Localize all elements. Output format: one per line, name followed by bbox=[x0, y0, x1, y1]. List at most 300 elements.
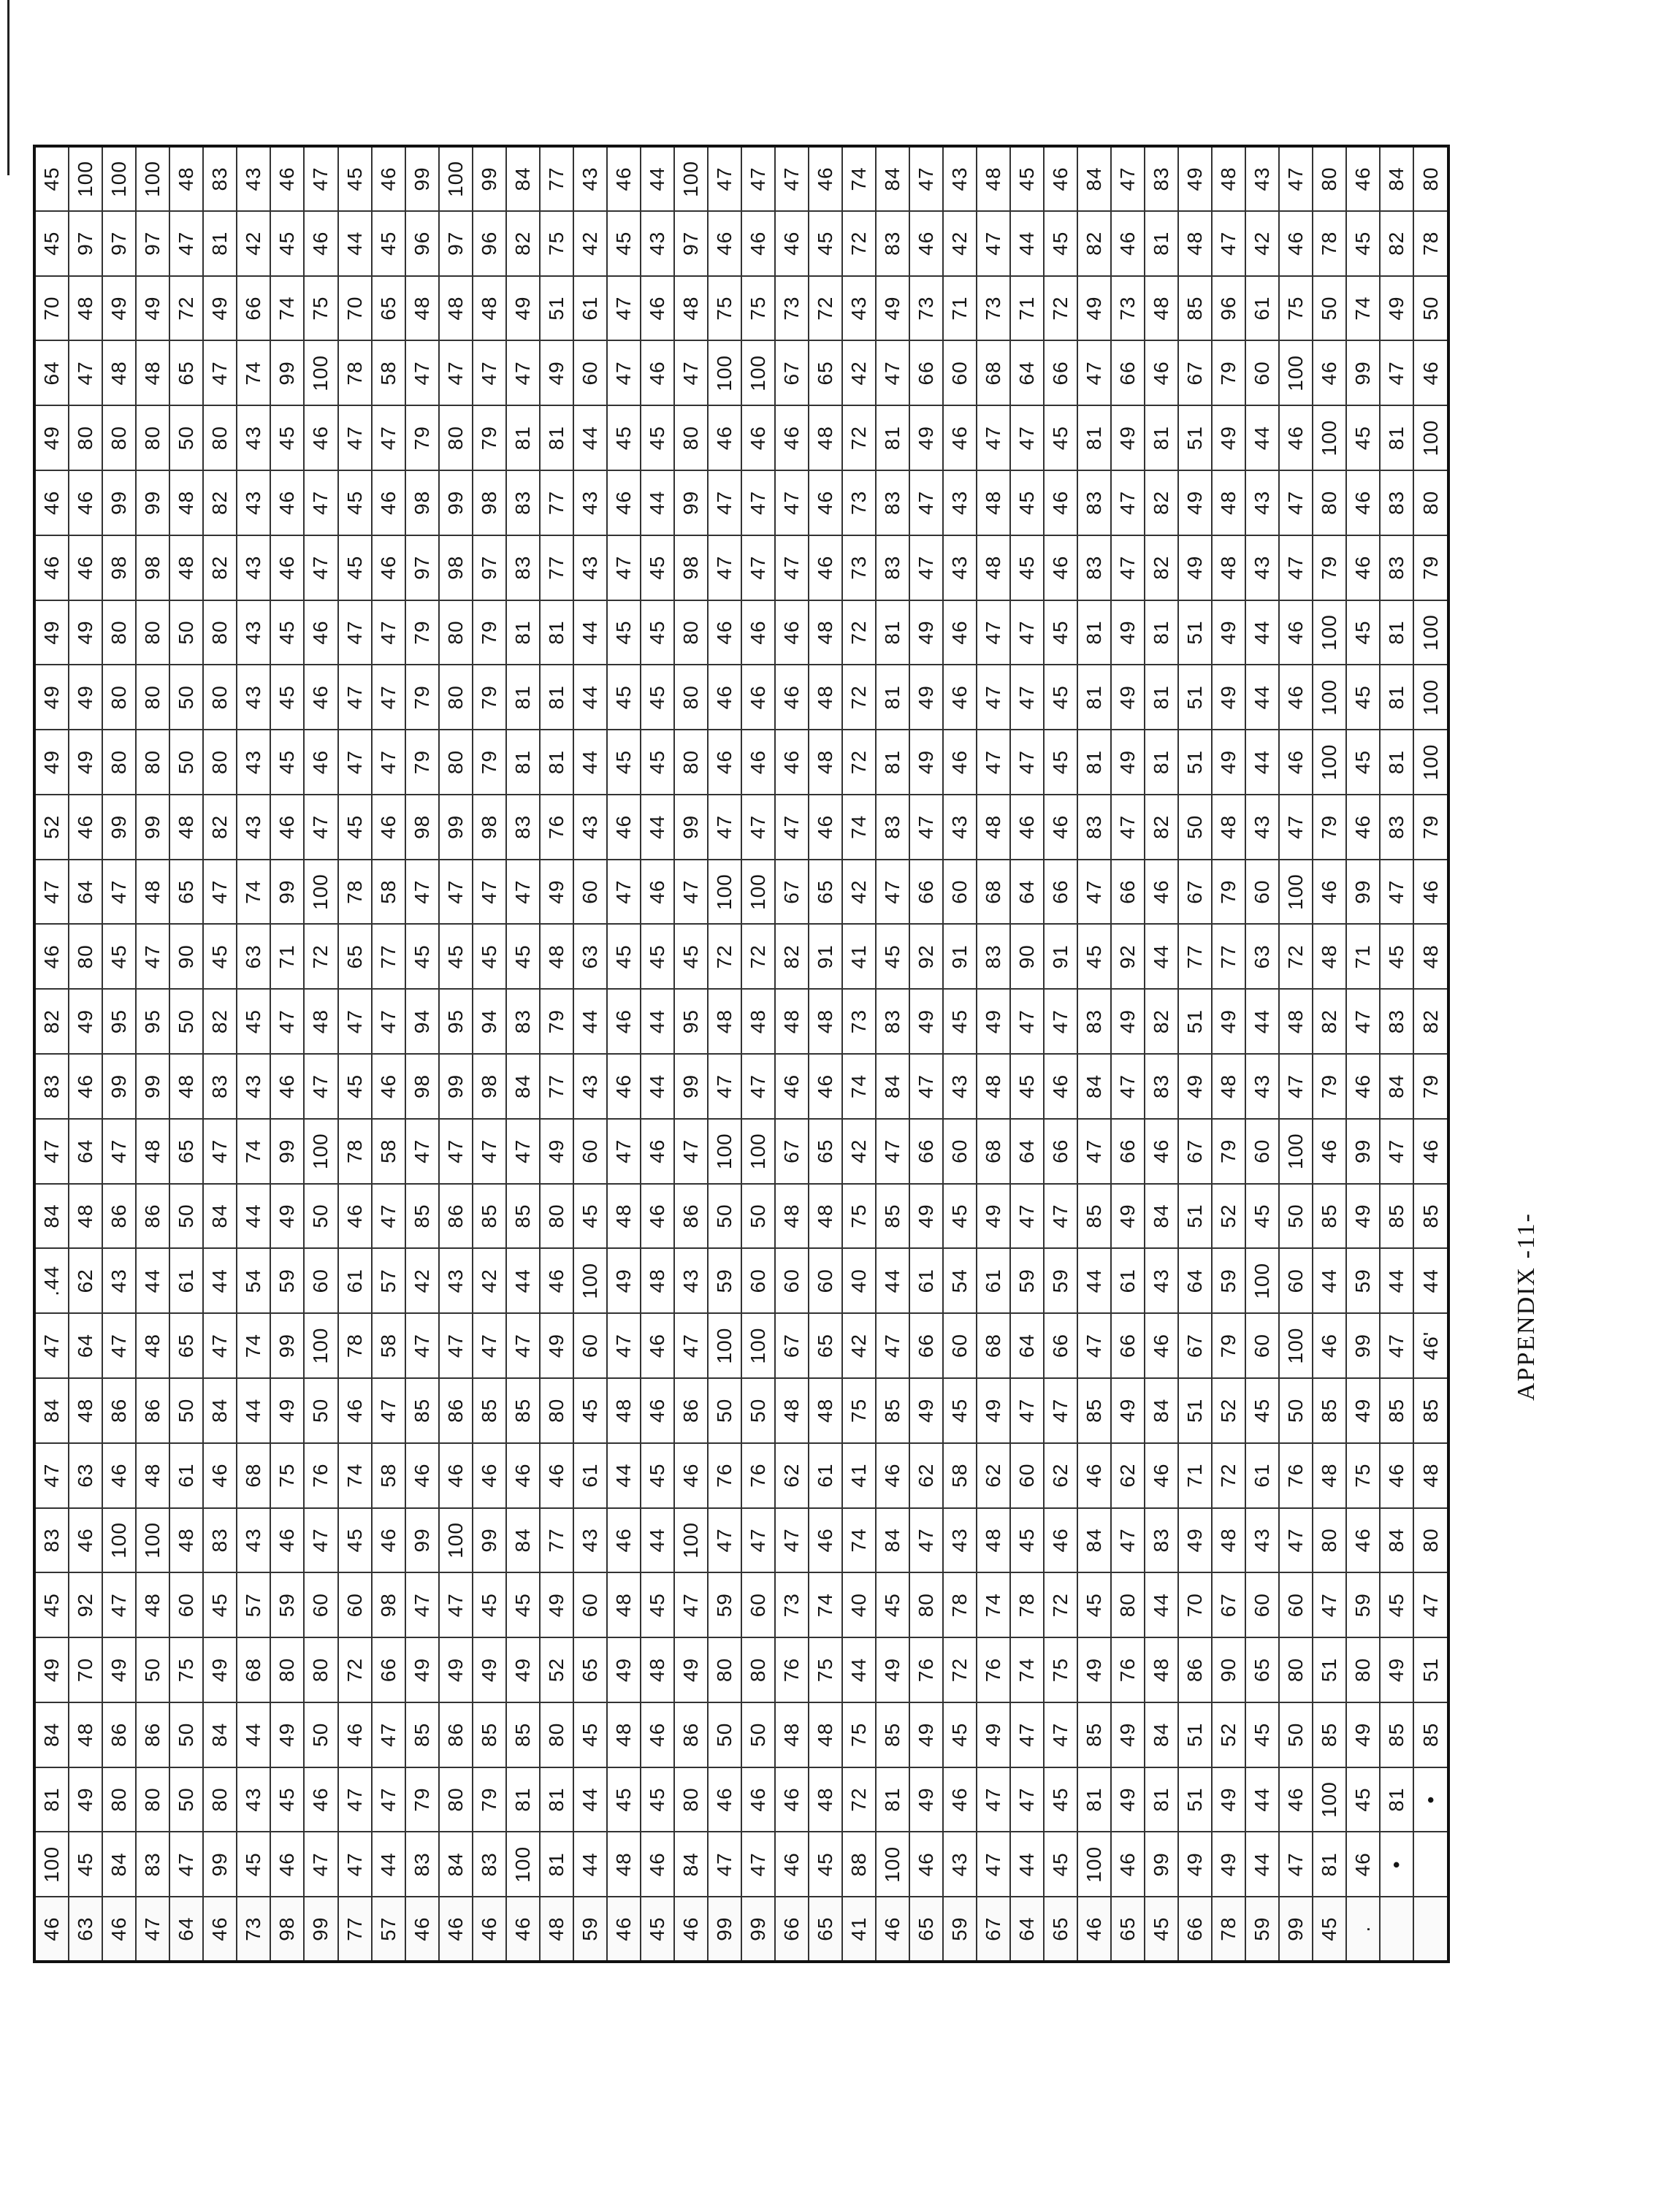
table-cell: 65 bbox=[169, 860, 203, 925]
table-cell: 83 bbox=[136, 1832, 169, 1897]
table-cell: 100 bbox=[1413, 405, 1448, 470]
table-cell: 61 bbox=[338, 1248, 372, 1313]
table-cell: 67 bbox=[1178, 860, 1212, 925]
table-cell: 49 bbox=[69, 600, 102, 665]
table-cell: 45 bbox=[1346, 730, 1380, 795]
table-cell: 76 bbox=[708, 1443, 741, 1508]
table-cell: 83 bbox=[1145, 1054, 1178, 1119]
table-cell: 47 bbox=[372, 730, 405, 795]
table-cell: 74 bbox=[1010, 1637, 1044, 1702]
table-cell: 100 bbox=[741, 1119, 775, 1184]
table-cell: 51 bbox=[1178, 1767, 1212, 1832]
table-cell: 59 bbox=[573, 1897, 607, 1962]
table-cell: 77 bbox=[540, 1508, 573, 1573]
table-cell: 79 bbox=[405, 730, 439, 795]
table-cell: 50 bbox=[304, 1702, 337, 1767]
table-cell: 84 bbox=[203, 1184, 237, 1249]
table-cell: 45 bbox=[1380, 1572, 1413, 1637]
table-cell: 45 bbox=[34, 211, 69, 276]
table-cell: 79 bbox=[405, 600, 439, 665]
table-cell: 72 bbox=[1044, 276, 1077, 341]
table-cell: 51 bbox=[1178, 665, 1212, 730]
table-cell: 85 bbox=[1413, 1378, 1448, 1443]
table-cell: 70 bbox=[34, 276, 69, 341]
table-cell: 60 bbox=[169, 1572, 203, 1637]
table-cell: 80 bbox=[203, 1767, 237, 1832]
table-cell: 46 bbox=[304, 730, 337, 795]
table-cell: 46 bbox=[641, 276, 674, 341]
table-cell: 43 bbox=[1245, 1508, 1279, 1573]
table-cell: 85 bbox=[1380, 1184, 1413, 1249]
table-cell: 95 bbox=[439, 989, 473, 1054]
table-cell: 83 bbox=[1380, 795, 1413, 860]
table-cell: 66 bbox=[237, 276, 270, 341]
table-cell: 49 bbox=[1212, 989, 1245, 1054]
table-cell: 45 bbox=[1077, 925, 1111, 990]
table-cell: 46 bbox=[473, 1443, 506, 1508]
table-cell: 43 bbox=[573, 146, 607, 211]
table-cell: 81 bbox=[1077, 405, 1111, 470]
table-cell: 70 bbox=[1178, 1572, 1212, 1637]
table-cell: 79 bbox=[1212, 860, 1245, 925]
table-cell: 50 bbox=[1279, 1702, 1313, 1767]
table-cell: 49 bbox=[540, 1119, 573, 1184]
table-cell: 81 bbox=[1145, 600, 1178, 665]
table-cell: 59 bbox=[943, 1897, 977, 1962]
table-cell: 46 bbox=[69, 795, 102, 860]
table-cell: 49 bbox=[909, 600, 943, 665]
table-cell: 81 bbox=[876, 1767, 909, 1832]
table-cell: 80 bbox=[439, 600, 473, 665]
table-cell: 49 bbox=[876, 1637, 909, 1702]
table-cell: 99 bbox=[473, 146, 506, 211]
table-cell: 84 bbox=[34, 1378, 69, 1443]
table-cell: 100 bbox=[1279, 340, 1313, 405]
table-cell: 85 bbox=[1077, 1184, 1111, 1249]
table-cell: 47 bbox=[741, 795, 775, 860]
table-cell: 60 bbox=[1279, 1248, 1313, 1313]
table-cell: 46 bbox=[641, 860, 674, 925]
table-cell: 62 bbox=[909, 1443, 943, 1508]
table-cell: 47 bbox=[405, 1313, 439, 1378]
table-cell: 50 bbox=[1178, 795, 1212, 860]
table-cell: 85 bbox=[1380, 1702, 1413, 1767]
table-cell: 46 bbox=[943, 1767, 977, 1832]
table-cell: 84 bbox=[1077, 146, 1111, 211]
table-cell: 85 bbox=[876, 1378, 909, 1443]
table-cell: 61 bbox=[169, 1443, 203, 1508]
table-cell: 72 bbox=[741, 925, 775, 990]
table-cell: 64 bbox=[1010, 860, 1044, 925]
table-cell: 49 bbox=[909, 1767, 943, 1832]
table-cell: 58 bbox=[372, 1119, 405, 1184]
table-cell: 79 bbox=[473, 405, 506, 470]
table-cell: 81 bbox=[1077, 1767, 1111, 1832]
table-cell: 51 bbox=[540, 276, 573, 341]
table-cell: 44 bbox=[876, 1248, 909, 1313]
table-cell: 50 bbox=[169, 600, 203, 665]
table-cell: 74 bbox=[237, 1313, 270, 1378]
table-cell: 43 bbox=[237, 535, 270, 600]
table-cell: 100 bbox=[708, 340, 741, 405]
table-cell: 64 bbox=[34, 340, 69, 405]
table-cell: 48 bbox=[1212, 535, 1245, 600]
table-cell: 47 bbox=[506, 860, 540, 925]
table-cell: 72 bbox=[842, 600, 876, 665]
table-cell: 46 bbox=[943, 405, 977, 470]
table-cell: 76 bbox=[775, 1637, 809, 1702]
table-cell: 46 bbox=[1111, 211, 1145, 276]
table-cell: 46 bbox=[304, 665, 337, 730]
table-cell: 59 bbox=[708, 1572, 741, 1637]
table-cell: 65 bbox=[809, 340, 842, 405]
table-cell: 84 bbox=[102, 1832, 136, 1897]
table-cell: 48 bbox=[977, 1054, 1010, 1119]
table-cell: 47 bbox=[741, 535, 775, 600]
table-cell: 49 bbox=[203, 276, 237, 341]
table-cell: 100 bbox=[1313, 600, 1346, 665]
table-cell: 79 bbox=[1212, 340, 1245, 405]
table-cell: 44 bbox=[203, 1248, 237, 1313]
table-cell: 49 bbox=[1111, 1184, 1145, 1249]
table-cell: 48 bbox=[809, 665, 842, 730]
table-cell: 82 bbox=[1077, 211, 1111, 276]
table-cell: 81 bbox=[1380, 730, 1413, 795]
table-cell: 96 bbox=[1212, 276, 1245, 341]
table-cell: 45 bbox=[270, 405, 304, 470]
table-cell: 47 bbox=[708, 470, 741, 535]
table-cell: 47 bbox=[607, 535, 641, 600]
table-cell: 43 bbox=[1245, 1054, 1279, 1119]
table-cell: 83 bbox=[876, 535, 909, 600]
table-cell: 47 bbox=[136, 1897, 169, 1962]
table-cell: 45 bbox=[1044, 1767, 1077, 1832]
table-cell: 44 bbox=[641, 1508, 674, 1573]
table-cell: 83 bbox=[506, 795, 540, 860]
table-cell: 68 bbox=[977, 1119, 1010, 1184]
table-cell: 49 bbox=[1212, 1832, 1245, 1897]
table-row bbox=[405, 146, 439, 1962]
table-cell: 51 bbox=[1178, 730, 1212, 795]
table-cell: 97 bbox=[69, 211, 102, 276]
table-cell: 49 bbox=[540, 1572, 573, 1637]
table-cell: 98 bbox=[136, 535, 169, 600]
table-cell: 44 bbox=[573, 665, 607, 730]
table-cell: 46 bbox=[1346, 795, 1380, 860]
table-cell: 73 bbox=[775, 276, 809, 341]
table-cell: 47 bbox=[1111, 146, 1145, 211]
table-cell: 46 bbox=[1145, 1119, 1178, 1184]
table-cell: 47 bbox=[977, 1767, 1010, 1832]
table-cell: 68 bbox=[977, 340, 1010, 405]
table-cell: 48 bbox=[169, 1508, 203, 1573]
table-cell: 46 bbox=[741, 211, 775, 276]
table-cell: 43 bbox=[943, 1054, 977, 1119]
table-cell: 44 bbox=[237, 1184, 270, 1249]
table-cell: 83 bbox=[977, 925, 1010, 990]
table-cell: 48 bbox=[809, 989, 842, 1054]
table-cell: 72 bbox=[708, 925, 741, 990]
table-cell: 48 bbox=[607, 1702, 641, 1767]
table-cell: 65 bbox=[1111, 1897, 1145, 1962]
table-cell: 49 bbox=[607, 1637, 641, 1702]
table-cell: 99 bbox=[405, 146, 439, 211]
table-cell: 48 bbox=[977, 535, 1010, 600]
table-row bbox=[1077, 146, 1111, 1962]
table-cell: 76 bbox=[741, 1443, 775, 1508]
table-cell: 48 bbox=[473, 276, 506, 341]
table-cell: 45 bbox=[943, 1184, 977, 1249]
table-cell: 43 bbox=[943, 795, 977, 860]
table-cell: 75 bbox=[1346, 1443, 1380, 1508]
table-cell: 70 bbox=[69, 1637, 102, 1702]
table-row bbox=[943, 146, 977, 1962]
table-cell: 46 bbox=[1010, 795, 1044, 860]
table-cell: 100 bbox=[304, 860, 337, 925]
table-cell: 84 bbox=[439, 1832, 473, 1897]
table-cell: 74 bbox=[237, 860, 270, 925]
table-cell: 48 bbox=[169, 146, 203, 211]
table-cell: 63 bbox=[573, 925, 607, 990]
table-cell: 49 bbox=[1178, 1508, 1212, 1573]
table-row bbox=[775, 146, 809, 1962]
table-cell: 80 bbox=[203, 730, 237, 795]
table-cell: 82 bbox=[203, 535, 237, 600]
table-cell: 47 bbox=[270, 989, 304, 1054]
table-row bbox=[237, 146, 270, 1962]
table-cell: 49 bbox=[69, 989, 102, 1054]
table-row bbox=[1111, 146, 1145, 1962]
table-cell: 42 bbox=[842, 1313, 876, 1378]
table-cell: 47 bbox=[909, 1508, 943, 1573]
table-cell: 83 bbox=[1380, 535, 1413, 600]
table-cell: 61 bbox=[573, 276, 607, 341]
table-cell: 45 bbox=[1245, 1184, 1279, 1249]
table-cell: 60 bbox=[573, 1313, 607, 1378]
table-cell: 97 bbox=[136, 211, 169, 276]
table-cell: 66 bbox=[1111, 340, 1145, 405]
table-cell: 46 bbox=[1279, 730, 1313, 795]
table-cell: 86 bbox=[136, 1184, 169, 1249]
table-cell: 50 bbox=[708, 1378, 741, 1443]
table-cell: 100 bbox=[741, 1313, 775, 1378]
table-row bbox=[573, 146, 607, 1962]
table-cell: 79 bbox=[540, 989, 573, 1054]
table-cell: 68 bbox=[237, 1443, 270, 1508]
table-cell: 46 bbox=[506, 1897, 540, 1962]
table-cell: 81 bbox=[506, 1767, 540, 1832]
table-cell: 45 bbox=[1346, 211, 1380, 276]
table-cell: 47 bbox=[304, 470, 337, 535]
table-cell: 48 bbox=[741, 989, 775, 1054]
table-cell: 46 bbox=[708, 405, 741, 470]
table-cell: 47 bbox=[1044, 1184, 1077, 1249]
table-cell: 48 bbox=[169, 535, 203, 600]
table-cell: 72 bbox=[304, 925, 337, 990]
table-cell: 49 bbox=[34, 600, 69, 665]
table-cell: 54 bbox=[943, 1248, 977, 1313]
table-cell: 46 bbox=[304, 600, 337, 665]
table-cell: 60 bbox=[1245, 340, 1279, 405]
table-cell: 47 bbox=[405, 340, 439, 405]
table-cell: 86 bbox=[674, 1378, 708, 1443]
table-cell: 47 bbox=[439, 1572, 473, 1637]
table-row bbox=[1044, 146, 1077, 1962]
table-cell: 45 bbox=[1380, 925, 1413, 990]
table-cell: 43 bbox=[237, 730, 270, 795]
table-cell: 43 bbox=[641, 211, 674, 276]
table-cell: 45 bbox=[338, 146, 372, 211]
table-cell: 50 bbox=[169, 665, 203, 730]
table-cell: 90 bbox=[1010, 925, 1044, 990]
table-cell: 45 bbox=[1346, 600, 1380, 665]
table-cell: 49 bbox=[69, 730, 102, 795]
table-cell: 49 bbox=[876, 276, 909, 341]
table-cell: 46 bbox=[405, 1897, 439, 1962]
table-cell: 100 bbox=[102, 146, 136, 211]
table-cell: 45 bbox=[237, 1832, 270, 1897]
table-cell: 48 bbox=[809, 730, 842, 795]
table-cell: 44 bbox=[641, 470, 674, 535]
table-cell: 99 bbox=[136, 1054, 169, 1119]
table-cell: 51 bbox=[1178, 1184, 1212, 1249]
table-cell: 65 bbox=[909, 1897, 943, 1962]
table-cell: 45 bbox=[1077, 1572, 1111, 1637]
table-cell: 47 bbox=[1279, 535, 1313, 600]
table-cell: 80 bbox=[439, 405, 473, 470]
table-cell: 66 bbox=[1044, 1119, 1077, 1184]
table-cell: 85 bbox=[1077, 1378, 1111, 1443]
table-cell: 44 bbox=[641, 1054, 674, 1119]
table-cell: 74 bbox=[338, 1443, 372, 1508]
table-cell: 46 bbox=[1346, 470, 1380, 535]
table-cell: 78 bbox=[1413, 211, 1448, 276]
table-cell: 83 bbox=[1380, 989, 1413, 1054]
table-cell: 77 bbox=[372, 925, 405, 990]
table-cell: 74 bbox=[809, 1572, 842, 1637]
table-cell: 43 bbox=[237, 146, 270, 211]
table-cell: 64 bbox=[1010, 1119, 1044, 1184]
table-cell: 73 bbox=[842, 535, 876, 600]
table-cell: 46 bbox=[1313, 340, 1346, 405]
table-cell bbox=[1413, 1832, 1448, 1897]
table-cell: 47 bbox=[439, 1313, 473, 1378]
table-cell: 44 bbox=[641, 146, 674, 211]
table-cell: 100 bbox=[304, 1119, 337, 1184]
table-cell: 99 bbox=[1279, 1897, 1313, 1962]
table-cell: 81 bbox=[34, 1767, 69, 1832]
table-cell: 85 bbox=[473, 1702, 506, 1767]
table-cell: 46 bbox=[674, 1897, 708, 1962]
table-cell: 45 bbox=[270, 211, 304, 276]
table-cell: 81 bbox=[876, 730, 909, 795]
table-cell: 67 bbox=[1178, 340, 1212, 405]
table-cell: 73 bbox=[842, 470, 876, 535]
table-cell: 48 bbox=[1212, 1054, 1245, 1119]
table-cell: 44 bbox=[1010, 1832, 1044, 1897]
table-cell: 47 bbox=[372, 1378, 405, 1443]
table-cell: 94 bbox=[405, 989, 439, 1054]
table-cell: 80 bbox=[102, 730, 136, 795]
table-cell: 49 bbox=[1346, 1702, 1380, 1767]
table-cell: 49 bbox=[1212, 665, 1245, 730]
table-cell: 67 bbox=[1178, 1313, 1212, 1378]
table-cell: 45 bbox=[641, 405, 674, 470]
table-cell: 52 bbox=[1212, 1702, 1245, 1767]
table-cell: 43 bbox=[102, 1248, 136, 1313]
table-cell: 42 bbox=[473, 1248, 506, 1313]
table-cell: 80 bbox=[136, 405, 169, 470]
table-cell: 77 bbox=[1178, 925, 1212, 990]
data-table-body bbox=[34, 146, 1448, 1962]
table-cell: 45 bbox=[237, 989, 270, 1054]
table-cell: 80 bbox=[439, 1767, 473, 1832]
table-cell: 46 bbox=[708, 665, 741, 730]
table-cell: 47 bbox=[741, 146, 775, 211]
table-cell: 76 bbox=[540, 795, 573, 860]
table-cell: 64 bbox=[69, 1313, 102, 1378]
table-cell: 47 bbox=[338, 1832, 372, 1897]
table-cell: 79 bbox=[473, 730, 506, 795]
table-cell: 45 bbox=[34, 146, 69, 211]
table-cell: 50 bbox=[1413, 276, 1448, 341]
table-cell: 46 bbox=[1145, 860, 1178, 925]
table-cell: 83 bbox=[1077, 535, 1111, 600]
table-row bbox=[607, 146, 641, 1962]
table-row bbox=[1346, 146, 1380, 1962]
table-cell: 44 bbox=[237, 1702, 270, 1767]
table-cell: 47 bbox=[775, 146, 809, 211]
table-cell: 50 bbox=[741, 1184, 775, 1249]
table-cell: 66 bbox=[1111, 1119, 1145, 1184]
table-cell: 82 bbox=[1145, 989, 1178, 1054]
table-cell: 80 bbox=[69, 925, 102, 990]
table-cell: 60 bbox=[943, 1313, 977, 1378]
table-cell: 100 bbox=[1279, 1119, 1313, 1184]
table-cell: 65 bbox=[338, 925, 372, 990]
table-cell: 81 bbox=[1380, 1767, 1413, 1832]
table-cell: 47 bbox=[775, 795, 809, 860]
table-cell: 47 bbox=[708, 1832, 741, 1897]
table-cell: 84 bbox=[34, 1184, 69, 1249]
table-cell: 67 bbox=[1212, 1572, 1245, 1637]
table-cell: 50 bbox=[169, 730, 203, 795]
table-cell: 65 bbox=[809, 1313, 842, 1378]
table-cell: 75 bbox=[842, 1184, 876, 1249]
table-row bbox=[69, 146, 102, 1962]
table-cell: 99 bbox=[270, 860, 304, 925]
table-cell: 46 bbox=[102, 1443, 136, 1508]
table-cell: 44 bbox=[1010, 211, 1044, 276]
table-cell: 49 bbox=[909, 1184, 943, 1249]
table-cell: 47 bbox=[1044, 989, 1077, 1054]
table-cell: 45 bbox=[573, 1702, 607, 1767]
table-cell: 75 bbox=[540, 211, 573, 276]
table-cell: 45 bbox=[1145, 1897, 1178, 1962]
table-cell: 99 bbox=[1346, 1313, 1380, 1378]
table-cell: 47 bbox=[977, 405, 1010, 470]
table-cell: 86 bbox=[136, 1702, 169, 1767]
table-cell: 43 bbox=[1245, 795, 1279, 860]
table-cell: 43 bbox=[237, 665, 270, 730]
table-cell: 46 bbox=[270, 1832, 304, 1897]
table-cell: 66 bbox=[372, 1637, 405, 1702]
table-cell: 46 bbox=[304, 405, 337, 470]
table-cell: 47 bbox=[1111, 795, 1145, 860]
table-cell: 49 bbox=[506, 1637, 540, 1702]
table-cell: 43 bbox=[943, 1508, 977, 1573]
table-cell: 47 bbox=[372, 665, 405, 730]
